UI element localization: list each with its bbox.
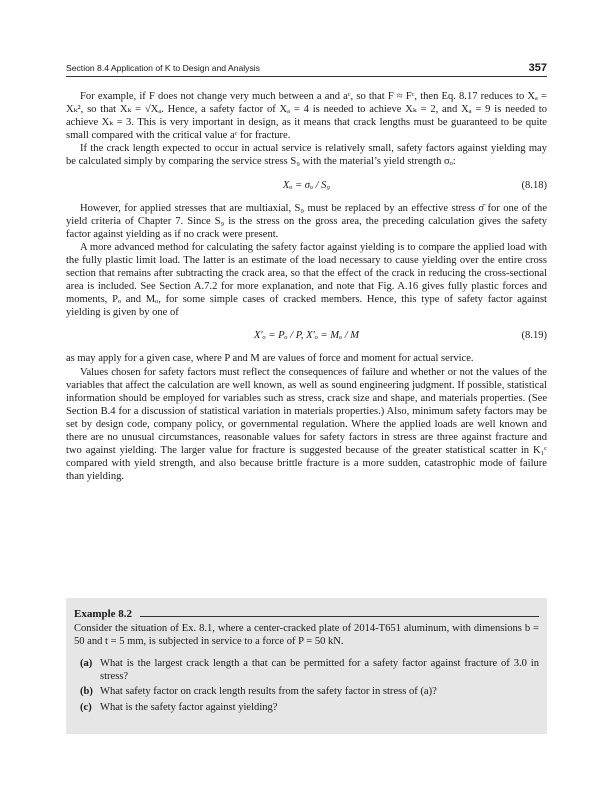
question-text: What is the largest crack length a that can be permitted for a safety factor against fracture of 3.0 in stress? bbox=[100, 658, 539, 683]
paragraph-4: A more advanced method for calculating the safety factor against yielding is to compare the applied load with the fully plastic limit load. The latter is an estimate of the load necessary to cause yielding over the entire cross section that remains after subtracting the crack area, so that the effect of the crack in reducing the cross-sectional area is included. See Section A.7.2 for more explanation, and note that Fig. A.16 gives fully plastic forces and moments, Pₒ and Mₒ, for some simple cases of cracked members. Hence, this type of safety factor against yielding is given by one of bbox=[66, 241, 547, 319]
question-label: (a) bbox=[80, 658, 93, 670]
page-number: 357 bbox=[528, 62, 547, 74]
example-box bbox=[66, 598, 547, 734]
equation-expression: X′ₒ = Pₒ / P, X′ₒ = Mₒ / M bbox=[253, 330, 360, 342]
example-title-row bbox=[74, 608, 539, 621]
question-b bbox=[80, 685, 539, 698]
paragraph-2: If the crack length expected to occur in actual service is relatively small, safety factors against yielding may be calculated simply by comparing the service stress S₉ with the material’s yield strength σₒ: bbox=[66, 143, 547, 168]
question-a bbox=[80, 657, 539, 683]
question-text: What is the safety factor against yielding? bbox=[100, 701, 278, 713]
equation-number: (8.19) bbox=[521, 330, 547, 342]
question-text: What safety factor on crack length results from the safety factor in stress of (a)? bbox=[100, 686, 437, 698]
example-title: Example 8.2 bbox=[74, 608, 133, 620]
page-header bbox=[66, 58, 547, 77]
body-text bbox=[66, 90, 547, 483]
question-label: (c) bbox=[80, 701, 92, 713]
equation-8-18 bbox=[66, 179, 547, 192]
paragraph-5: as may apply for a given case, where P and M are values of force and moment for actual service. bbox=[66, 353, 474, 365]
equation-8-19 bbox=[66, 329, 547, 342]
example-statement: Consider the situation of Ex. 8.1, where a center-cracked plate of 2014-T651 aluminum, with dimensions b = 50 and t = 5 mm, is subjected in service to a force of P = 50 kN. bbox=[74, 623, 539, 648]
equation-expression: Xₒ = σₒ / S₉ bbox=[282, 179, 331, 191]
example-questions bbox=[74, 657, 539, 713]
title-rule bbox=[140, 616, 539, 617]
paragraph-6: Values chosen for safety factors must reflect the consequences of failure and whether or not the values of the variables that affect the calculation are well known, as well as sound engineering judgment. If possible, statistical information should be employed for variables such as stress, crack size and shape, and materials properties. (See Section B.4 for a discussion of statistical variation in materials properties.) Also, minimum safety factors may be set by design code, company policy, or governmental regulation. Where the applied loads are well known and there are no unusual circumstances, reasonable values for safety factors in stress are three against fracture and two against yielding. The larger value for fracture is suggested because of the greater statistical scatter in K₁ᶜ compared with yield strength, and also because brittle fracture is a more sudden, catastrophic mode of failure than yielding. bbox=[66, 366, 547, 483]
equation-number: (8.18) bbox=[521, 179, 547, 191]
question-c bbox=[80, 701, 539, 714]
question-label: (b) bbox=[80, 686, 93, 698]
paragraph-3: However, for applied stresses that are multiaxial, S₉ must be replaced by an effective stress σ̄ for one of the yield criteria of Chapter 7. Since S₉ is the stress on the gross area, the preceding calculation gives the safety factor against yielding as if no crack were present. bbox=[66, 202, 547, 240]
running-head: Section 8.4 Application of K to Design and Analysis bbox=[66, 63, 260, 73]
paragraph-1: For example, if F does not change very much between a and aᶜ, so that F ≈ Fᶜ, then Eq. 8.17 reduces to Xₐ = Xₖ², so that Xₖ = √Xₐ. Hence, a safety factor of Xₐ = 4 is needed to achieve Xₖ = 2, and Xₐ = 9 is needed to achieve Xₖ = 3. This is very important in design, as it means that crack lengths must be guaranteed to be quite small compared with the critical value aᶜ for fracture. bbox=[66, 91, 547, 142]
